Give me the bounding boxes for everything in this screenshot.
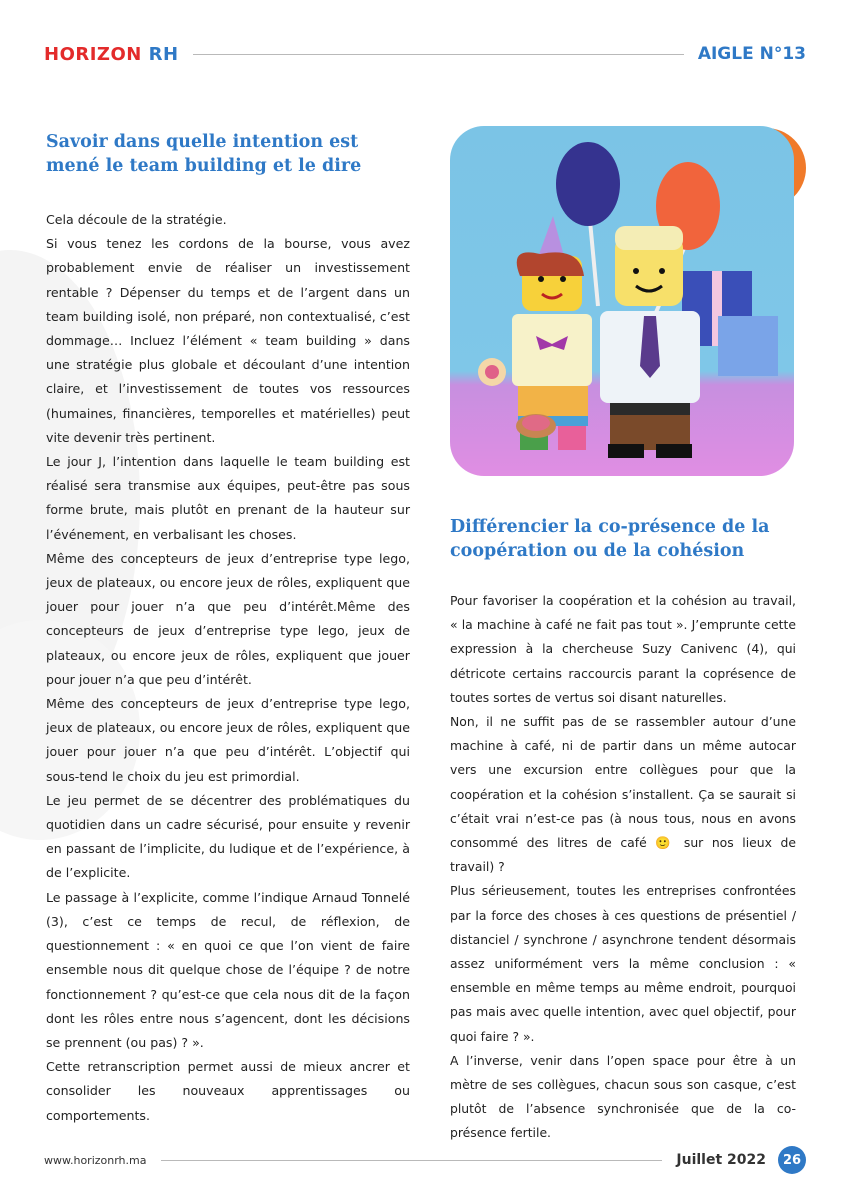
issue-label: AIGLE N°13 (697, 44, 806, 64)
footer-divider (161, 1160, 663, 1161)
paragraph: Même des concepteurs de jeux d’entreprise type lego, jeux de plateaux, ou encore jeux de rôles, expliquent que jouer pour jouer n’a que peu d’intérêt. L’objectif qui sous-tend le choix du jeu est primordial. (46, 696, 410, 784)
paragraph: A l’inverse, venir dans l’open space pour être à un mètre de ses collègues, chacun sous son casque, c’est plutôt de l’absence synchronisée que de la co-présence fertile. (450, 1052, 796, 1141)
paragraph: Plus sérieusement, toutes les entreprises confrontées par la force des choses à ces questions de présentiel / distanciel / synchrone / asynchrone tendent désormais assez uniformément vers la même conclusion : « ensemble en même temps au même endroit, pourquoi pas mais avec quelle intention, avec quel objectif, pour quoi faire ? ». (450, 883, 796, 1044)
header-divider (193, 54, 684, 55)
page-footer (44, 1146, 806, 1174)
paragraph: Cela découle de la stratégie. (46, 212, 227, 227)
paragraph: Le jeu permet de se décentrer des problématiques du quotidien dans un cadre sécurisé, pour ensuite y revenir en passant de l’implicite, du ludique et de l’expérience, à de l’explicite. (46, 792, 410, 881)
paragraph: Pour favoriser la coopération et la cohésion au travail, « la machine à café ne fait pas tout ». J’emprunte cette expression à la chercheuse Suzy Canivenc (4), qui détricote certains raccourcis parant la coprésence de toutes sortes de vertus soi disant naturelles. (450, 593, 796, 705)
section-heading-intention: Savoir dans quelle intention est mené le team building et le dire (46, 132, 362, 176)
website-link[interactable]: www.horizonrh.ma (44, 1153, 147, 1167)
paragraph: Le passage à l’explicite, comme l’indique Arnaud Tonnelé (3), c’est ce temps de recul, de réflexion, de questionnement : « en quoi ce que l’on vient de faire ensemble nous dit quelque chose de l’équipe ? de notre fonctionnement ? qu’est-ce que cela nous dit de la façon dont les rôles entre nous s’agencent, dont les décisions se prennent (ou pas) ? ». (46, 889, 410, 1050)
logo-rh: RH (148, 43, 179, 65)
paragraph: Cette retranscription permet aussi de mieux ancrer et consolider les nouveaux apprentissages ou comportements. (46, 1059, 410, 1123)
page-header (44, 42, 806, 66)
logo-horizon: HORIZON (44, 43, 142, 65)
page-number: 26 (778, 1146, 806, 1174)
right-column (450, 515, 796, 1146)
paragraph: Le jour J, l’intention dans laquelle le team building est réalisé sera transmise aux équipes, peut-être pas sous forme brute, mais plutôt en prenant de la hauteur sur l’événement, en verbalisant les choses. (46, 454, 410, 542)
lego-illustration (450, 126, 794, 476)
left-column (46, 126, 410, 1128)
paragraph: Non, il ne suffit pas de se rassembler autour d’une machine à café, ni de partir dans un même autocar vers une excursion entre collègues pour que la coopération et la cohésion s’installent. Ça se saurait si c’était vrai n’est-ce pas (à nous tous, nous en avons consommé des litres de café 🙂 sur nos lieux de travail) ? (450, 714, 796, 875)
girl-torso (512, 314, 592, 386)
section-heading-copresence: Différencier la co-présence de la coopération ou de la cohésion (450, 517, 770, 561)
issue-date: Juillet 2022 (676, 1152, 766, 1168)
paragraph: Même des concepteurs de jeux d’entreprise type lego, jeux de plateaux, ou encore jeux de rôles, expliquent que jouer pour jouer n’a que peu d’intérêt.Même des concepteurs de jeux d’entreprise type lego, jeux de plateaux, ou encore jeux de rôles, expliquent que jouer pour jouer n’a que peu d’intérêt. (46, 550, 410, 687)
paragraph: Si vous tenez les cordons de la bourse, vous avez probablement envie de réaliser un investissement rentable ? Dépenser du temps et de l’argent dans un team building isolé, non préparé, non contextualisé, c’est dommage… Incluez l’élément « team building » dans une stratégie plus globale et découlant d’une intention claire, et l’investissement de toutes vos ressources (humaines, financières, temporelles et matérielles) peut vite devenir très pertinent. (46, 236, 410, 445)
logo (44, 44, 179, 65)
blue-balloon (556, 142, 620, 226)
lego-party-photo (450, 126, 794, 476)
